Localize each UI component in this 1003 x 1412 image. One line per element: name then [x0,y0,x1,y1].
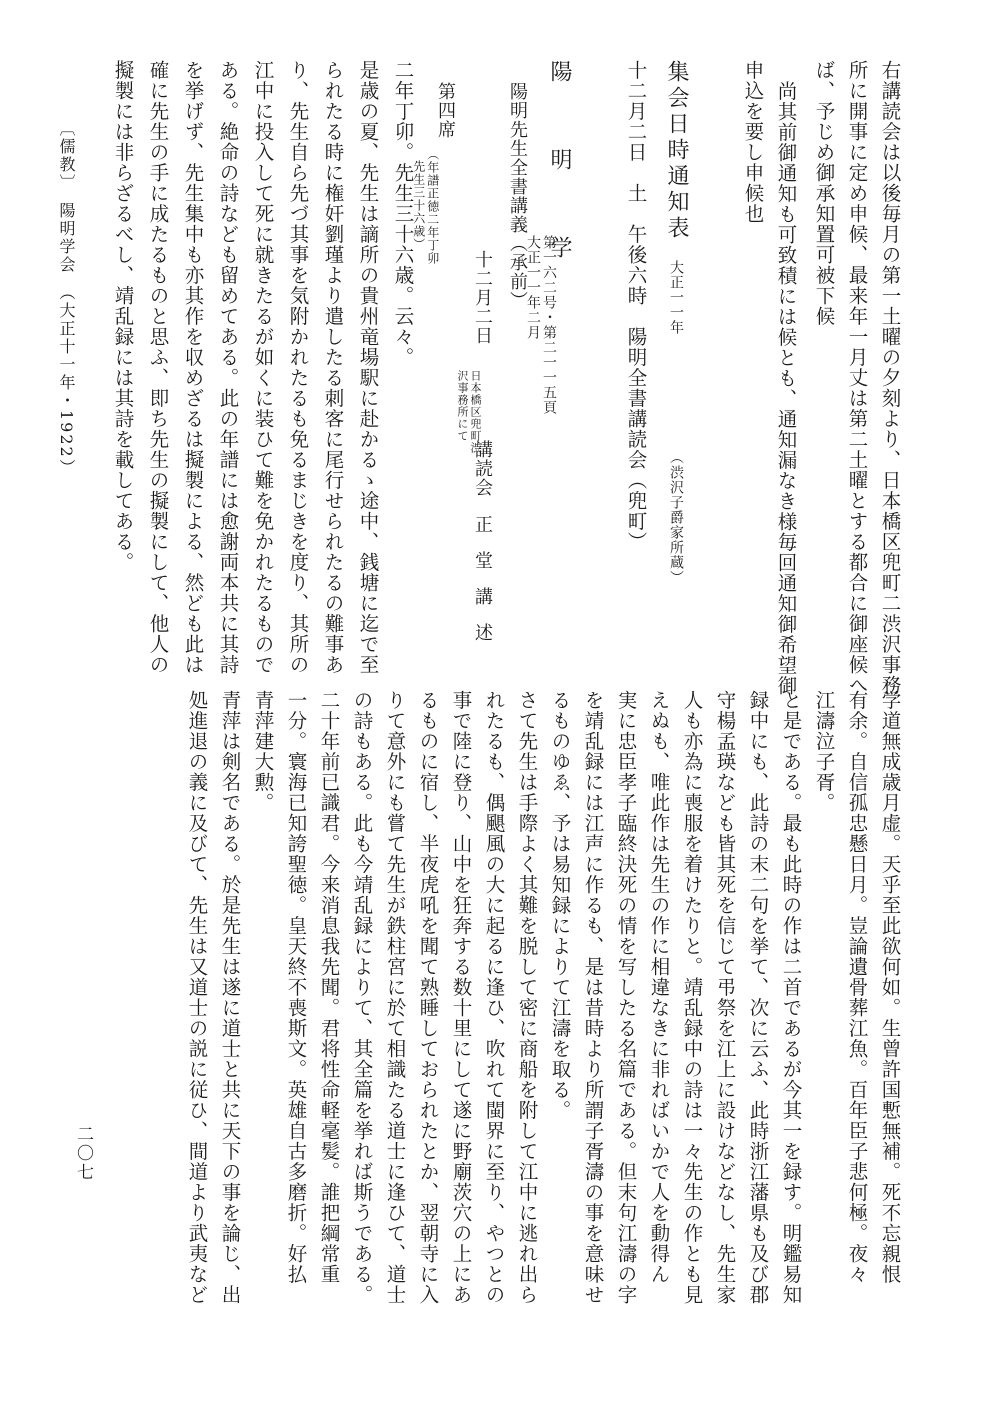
lecture-date: 十二月二日 [472,250,493,345]
seat-note-line: ） [411,238,426,251]
body-line: りて意外にも嘗て先生が鉄柱宮に於て相識たる道士に逢ひて、道士 [383,690,407,1305]
journal-name: 陽 明 学 [547,60,572,280]
body-line: 二十年前已識君。今来消息我先聞。君将性命軽毫髪。誰把綱常重 [317,690,341,1285]
seat-note [425,148,439,265]
body-line: 事で陸に登り、山中を狂奔する数十里にして遂に野廟茨穴の上にあ [449,690,473,1305]
lecture-title: 陽明先生全書講義（承前） [507,82,528,310]
body-line: 人も亦為に喪服を着けたりと。靖乱録中の詩は一々先生の作とも見 [680,690,704,1305]
body-line: 青萍は剣名である。於是先生は遂に道士と共に天下の事を論じ、出 [218,690,242,1305]
body-line: 確に先生の手に成たるものと思ふ、即ち先生の擬製にして、他人の [146,60,170,675]
body-line: 処進退の義に及びて、先生は又道士の説に従ひ、間道より武夷など [185,690,209,1305]
schedule-source: （渋沢子爵家所蔵） [668,450,684,585]
body-line: 青萍建大勲。 [251,690,275,813]
body-line: えぬも、唯此作は先生の作に相違なきに非ればいかで人を動得ん [647,690,671,1285]
notice-line: 右講読会は以後毎月の第一土曜の夕刻より、日本橋区兜町二渋沢事務 [878,60,902,696]
issue-number: 第一六二号・第二一一五頁 [541,235,557,415]
body-line: 擬製には非らざるべし、靖乱録には其詩を載してある。 [111,60,135,573]
venue-line: 日本橋区兜町渋 [469,370,482,454]
body-line: 学道無成歳月虚。天乎至此欲何如。生曾許国慙無補。死不忘親恨 [878,690,902,1285]
body-line: 二年丁卯。先生三十六歳。云々。 [391,60,415,368]
body-line: 実に忠臣孝子臨終決死の情を写したる名篇である。但末句江濤の字 [614,690,638,1305]
body-line: 江濤泣子胥。 [812,690,836,813]
body-line: と是である。最も此時の作は二首であるが今其一を録す。明鑑易知 [779,690,803,1305]
body-line: るものゆゑ、予は易知録によりて江濤を取る。 [548,690,572,1121]
body-line: を靖乱録には江声に作るも、是は昔時より所謂子胥濤の事を意味せ [581,690,605,1305]
schedule-title: 集会日時通知表 [664,60,689,242]
lecturer: 正堂講述 [472,515,493,659]
body-line: られたる時に権奸劉瑾より遣したる刺客に尾行せられたるの難事あ [321,60,345,675]
body-line: 録中にも、此詩の末二句を挙て、次に云ふ、此時浙江藩県も及び郡 [746,690,770,1305]
body-line: り、先生自ら先づ其事を気附かれたるも免るまじきを度り、其所の [286,60,310,675]
seat-note-line: 年譜正徳二年丁卯 [425,161,440,265]
body-line: れたるも、偶颶風の大に起るに逢ひ、吹れて閩界に至り、やつとの [482,690,506,1305]
issue-date: 大正一一年二月 [525,235,541,340]
body-line: 有余。自信孤忠懸日月。豈論遺骨葬江魚。百年臣子悲何極。夜々 [845,690,869,1285]
body-line: 江中に投入して死に就きたるが如くに装ひて難を免かれたるもので [251,60,275,675]
schedule-year: 大正一一年 [668,260,684,335]
venue-line: 沢事務所にて [456,370,469,442]
page-footer: 〔儒教〕 陽明学会 （大正十一年・1922） [57,120,76,477]
seat-note-line: 先生三十六歳 [411,160,426,238]
schedule-entry: 十二月二日 土 午後六時 陽明全書講読会（兜町） [624,60,648,552]
body-line: の詩もある。此も今靖乱録によりて、其全篇を挙れば斯うである。 [350,690,374,1305]
notice-line: 尚其前御通知も可致積には候とも、通知漏なき様毎回通知御希望御 [774,81,798,696]
body-line: 守楊孟瑛なども皆其死を信じて弔祭を江上に設けなどなし、先生家 [713,690,737,1305]
notice-line: ば、予じめ御承知置可被下候 [812,60,836,327]
notice-line: 所に開事に定め申候、最来年一月丈は第二土曜とする都合に御座候へ [845,60,869,696]
body-line: るものに宿し、半夜虎吼を聞て熟睡しておられたとか、翌朝寺に入 [416,690,440,1305]
seat-note-line: （ [425,148,440,161]
body-line: さて先生は手際よく其難を脱して密に商船を附して江中に逃れ出ら [515,690,539,1305]
lecture-kind: 講読会 [472,440,493,497]
body-line: を挙げず、先生集中も亦其作を収めざるは擬製による、然ども此は [181,60,205,675]
seat-number: 第四席 [435,82,456,139]
body-line: 一分。寰海已知誇聖徳。皇天終不喪斯文。英雄自古多磨折。好払 [284,690,308,1285]
notice-line: 申込を要し申候也 [741,60,765,224]
body-line: ある。絶命の詩なども留めてある。此の年譜には愈謝両本共に其詩 [216,60,240,675]
page-number: 二〇七 [73,1125,93,1182]
body-line: 是歳の夏、先生は謫所の貴州竜場駅に赴かるゝ途中、銭塘に迄で至 [356,60,380,675]
